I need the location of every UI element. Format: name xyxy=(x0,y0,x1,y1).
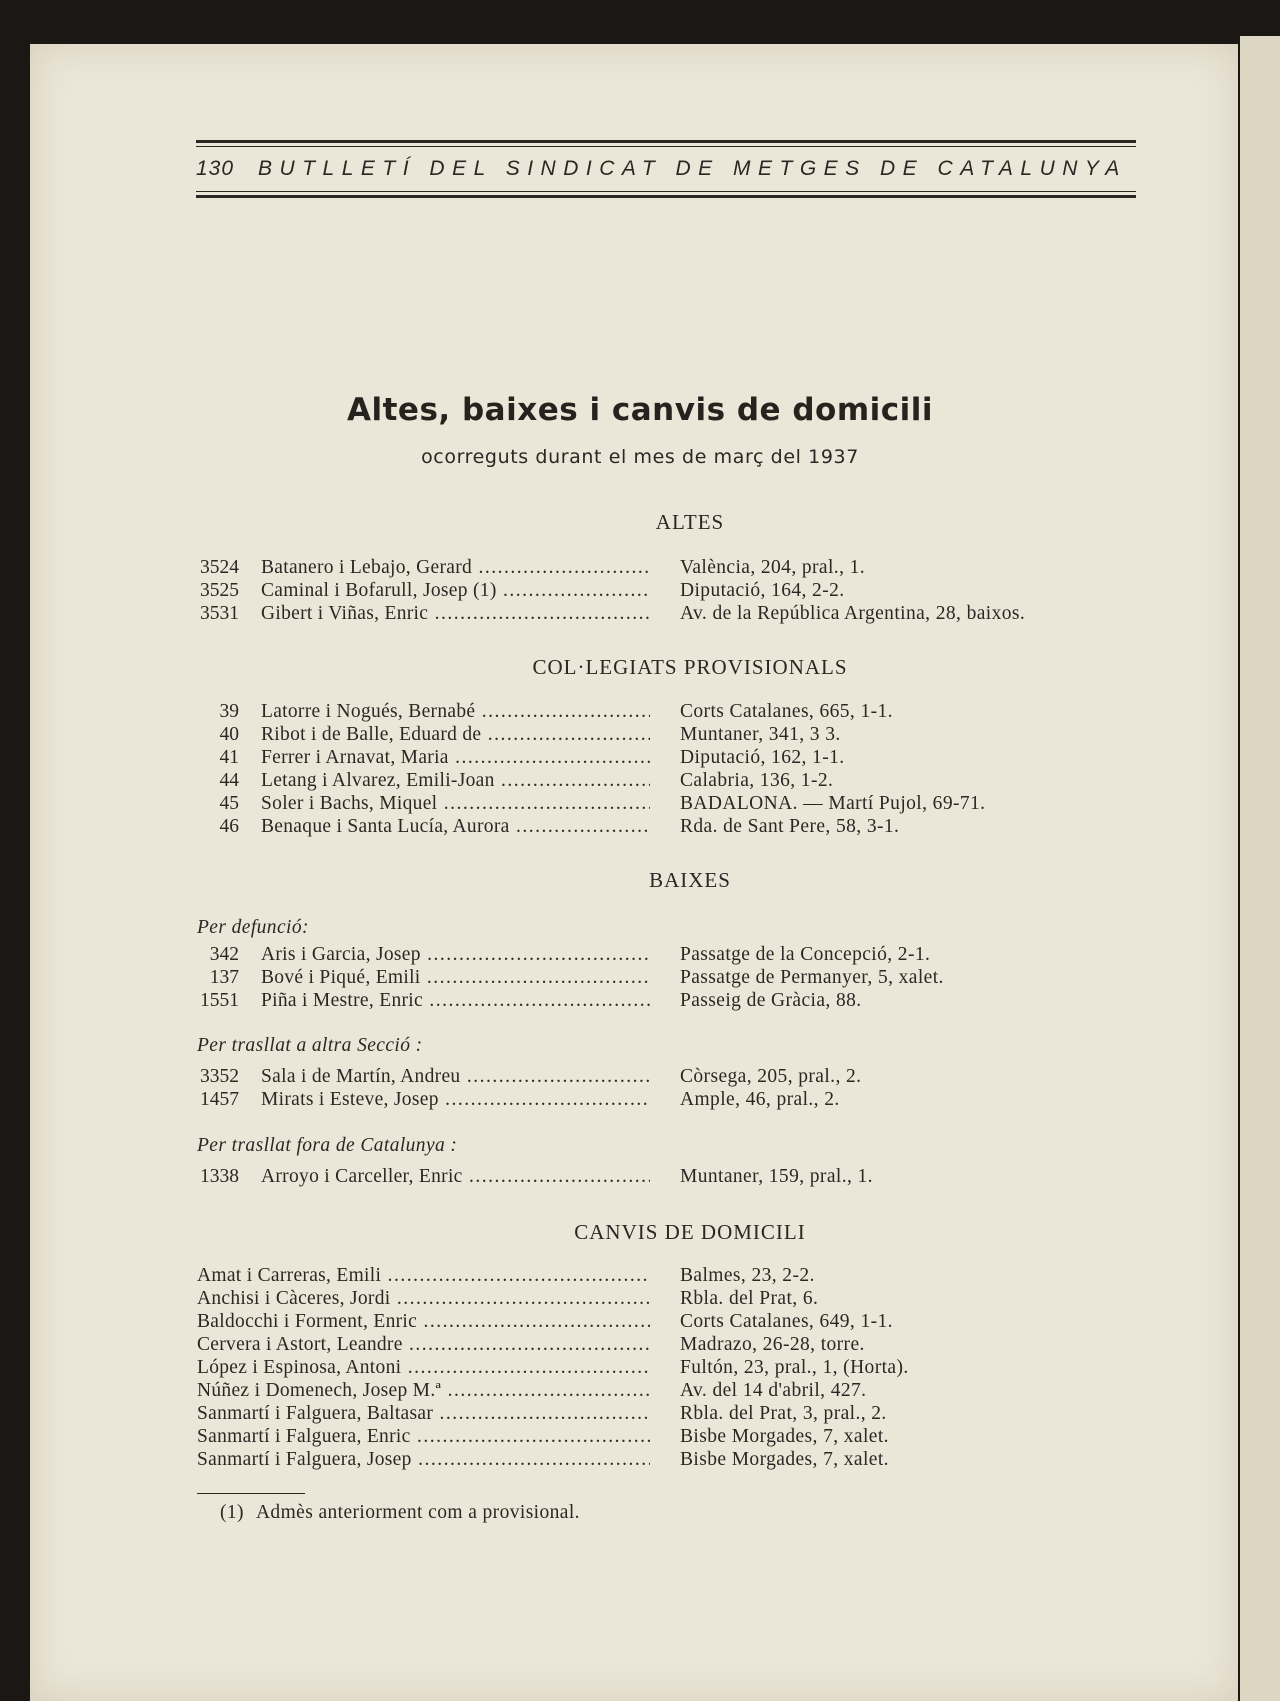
footnote-marker: (1) xyxy=(220,1502,244,1523)
list-item xyxy=(0,1288,1280,1311)
member-number: 3525 xyxy=(200,580,239,601)
list-item xyxy=(0,990,1280,1013)
member-address: Bisbe Morgades, 7, xalet. xyxy=(680,1449,889,1470)
member-number: 44 xyxy=(219,770,239,791)
member-number: 3531 xyxy=(200,603,239,624)
journal-title: BUTLLETÍ DEL SINDICAT DE METGES DE CATALUNYA xyxy=(258,157,1127,180)
member-address: Fultón, 23, pral., 1, (Horta). xyxy=(680,1357,909,1378)
member-address: Diputació, 162, 1-1. xyxy=(680,747,845,768)
member-address: Av. del 14 d'abril, 427. xyxy=(680,1380,867,1401)
altes-list xyxy=(0,557,1280,626)
header-rule-top-thin xyxy=(196,146,1136,147)
list-item xyxy=(0,967,1280,990)
member-address: Bisbe Morgades, 7, xalet. xyxy=(680,1426,889,1447)
list-item xyxy=(0,770,1280,793)
member-name: Latorre i Nogués, Bernabé ..... xyxy=(261,701,650,723)
subsection-label-fora-catalunya: Per trasllat fora de Catalunya : xyxy=(197,1135,458,1156)
member-name: Sanmartí i Falguera, Josep ..... xyxy=(197,1449,650,1471)
list-item xyxy=(0,1426,1280,1449)
page-subtitle: ocorreguts durant el mes de març del 1937 xyxy=(421,446,859,468)
list-item xyxy=(0,1449,1280,1472)
member-name: Caminal i Bofarull, Josep (1) ..... xyxy=(261,580,650,602)
list-item xyxy=(0,1265,1280,1288)
header-rule-top xyxy=(196,140,1136,143)
member-number: 1551 xyxy=(200,990,239,1011)
list-item xyxy=(0,1166,1280,1189)
member-number: 39 xyxy=(219,701,239,722)
member-address: BADALONA. — Martí Pujol, 69-71. xyxy=(680,793,986,814)
list-item xyxy=(0,724,1280,747)
member-name: López i Espinosa, Antoni ..... xyxy=(197,1357,650,1379)
member-address: Passatge de la Concepció, 2-1. xyxy=(680,944,931,965)
footnote-text: Admès anteriorment com a provisional. xyxy=(255,1502,580,1523)
member-name: Sala i de Martín, Andreu ..... xyxy=(261,1066,650,1088)
member-address: Rbla. del Prat, 3, pral., 2. xyxy=(680,1403,887,1424)
member-address: Còrsega, 205, pral., 2. xyxy=(680,1066,862,1087)
list-item xyxy=(0,580,1280,603)
member-address: Diputació, 164, 2-2. xyxy=(680,580,845,601)
member-address: Rbla. del Prat, 6. xyxy=(680,1288,819,1309)
member-name: Sanmartí i Falguera, Baltasar ..... xyxy=(197,1403,650,1425)
member-name: Bové i Piqué, Emili ..... xyxy=(261,967,650,989)
member-name: Anchisi i Càceres, Jordi ..... xyxy=(197,1288,650,1310)
list-item xyxy=(0,747,1280,770)
member-name: Amat i Carreras, Emili ..... xyxy=(197,1265,650,1287)
member-address: Balmes, 23, 2-2. xyxy=(680,1265,815,1286)
member-address: Muntaner, 159, pral., 1. xyxy=(680,1166,873,1187)
member-number: 46 xyxy=(219,816,239,837)
canvis-list xyxy=(0,1265,1280,1472)
member-address: Passatge de Permanyer, 5, xalet. xyxy=(680,967,944,988)
section-heading-provisionals: COL·LEGIATS PROVISIONALS xyxy=(532,655,848,679)
list-item xyxy=(0,1089,1280,1112)
list-item xyxy=(0,1066,1280,1089)
page-number: 130 xyxy=(196,157,235,180)
list-item xyxy=(0,1380,1280,1403)
subsection-label-defuncio: Per defunció: xyxy=(197,917,309,938)
member-address: Rda. de Sant Pere, 58, 3-1. xyxy=(680,816,900,837)
member-number: 1457 xyxy=(200,1089,239,1110)
member-name: Aris i Garcia, Josep ..... xyxy=(261,944,650,966)
member-name: Soler i Bachs, Miquel ..... xyxy=(261,793,650,815)
member-name: Piña i Mestre, Enric ..... xyxy=(261,990,650,1012)
footnote-rule xyxy=(197,1493,305,1494)
member-address: Madrazo, 26-28, torre. xyxy=(680,1334,865,1355)
member-number: 41 xyxy=(219,747,239,768)
list-item xyxy=(0,557,1280,580)
member-number: 45 xyxy=(219,793,239,814)
header-rule-bottom-thin xyxy=(196,191,1136,192)
member-number: 1338 xyxy=(200,1166,239,1187)
member-address: Passeig de Gràcia, 88. xyxy=(680,990,862,1011)
subsection-label-altra-seccio: Per trasllat a altra Secció : xyxy=(197,1035,423,1056)
member-name: Arroyo i Carceller, Enric ..... xyxy=(261,1166,650,1188)
member-name: Batanero i Lebajo, Gerard ..... xyxy=(261,557,650,579)
provisionals-list xyxy=(0,701,1280,839)
member-name: Sanmartí i Falguera, Enric ..... xyxy=(197,1426,650,1448)
member-address: Calabria, 136, 1-2. xyxy=(680,770,834,791)
baixes-defuncio-list xyxy=(0,944,1280,1013)
list-item xyxy=(0,1334,1280,1357)
member-number: 40 xyxy=(219,724,239,745)
member-name: Gibert i Viñas, Enric ..... xyxy=(261,603,650,625)
baixes-altra-seccio-list xyxy=(0,1066,1280,1112)
list-item xyxy=(0,816,1280,839)
member-name: Ribot i de Balle, Eduard de ..... xyxy=(261,724,650,746)
member-name: Núñez i Domenech, Josep M.ª ..... xyxy=(197,1380,650,1402)
member-address: Muntaner, 341, 3 3. xyxy=(680,724,841,745)
list-item xyxy=(0,1403,1280,1426)
member-name: Cervera i Astort, Leandre ..... xyxy=(197,1334,650,1356)
member-address: València, 204, pral., 1. xyxy=(680,557,866,578)
baixes-fora-catalunya-list xyxy=(0,1166,1280,1189)
member-address: Corts Catalanes, 665, 1-1. xyxy=(680,701,893,722)
member-address: Corts Catalanes, 649, 1-1. xyxy=(680,1311,893,1332)
member-number: 3352 xyxy=(200,1066,239,1087)
page-title: Altes, baixes i canvis de domicili xyxy=(346,392,934,428)
member-address: Av. de la República Argentina, 28, baixos. xyxy=(680,603,1026,624)
member-address: Ample, 46, pral., 2. xyxy=(680,1089,840,1110)
member-name: Benaque i Santa Lucía, Aurora ..... xyxy=(261,816,650,838)
section-heading-baixes: BAIXES xyxy=(649,868,731,892)
footnote xyxy=(220,1502,580,1524)
list-item xyxy=(0,944,1280,967)
running-header xyxy=(196,140,1136,198)
member-number: 137 xyxy=(209,967,239,988)
section-heading-altes: ALTES xyxy=(655,510,725,534)
member-name: Ferrer i Arnavat, Maria ..... xyxy=(261,747,650,769)
header-rule-bottom xyxy=(196,195,1136,198)
list-item xyxy=(0,701,1280,724)
member-name: Mirats i Esteve, Josep ..... xyxy=(261,1089,650,1111)
list-item xyxy=(0,603,1280,626)
list-item xyxy=(0,793,1280,816)
list-item xyxy=(0,1357,1280,1380)
member-name: Baldocchi i Forment, Enric ..... xyxy=(197,1311,650,1333)
list-item xyxy=(0,1311,1280,1334)
member-number: 342 xyxy=(209,944,239,965)
section-heading-canvis: CANVIS DE DOMICILI xyxy=(574,1220,806,1244)
member-name: Letang i Alvarez, Emili-Joan ..... xyxy=(261,770,650,792)
member-number: 3524 xyxy=(200,557,239,578)
